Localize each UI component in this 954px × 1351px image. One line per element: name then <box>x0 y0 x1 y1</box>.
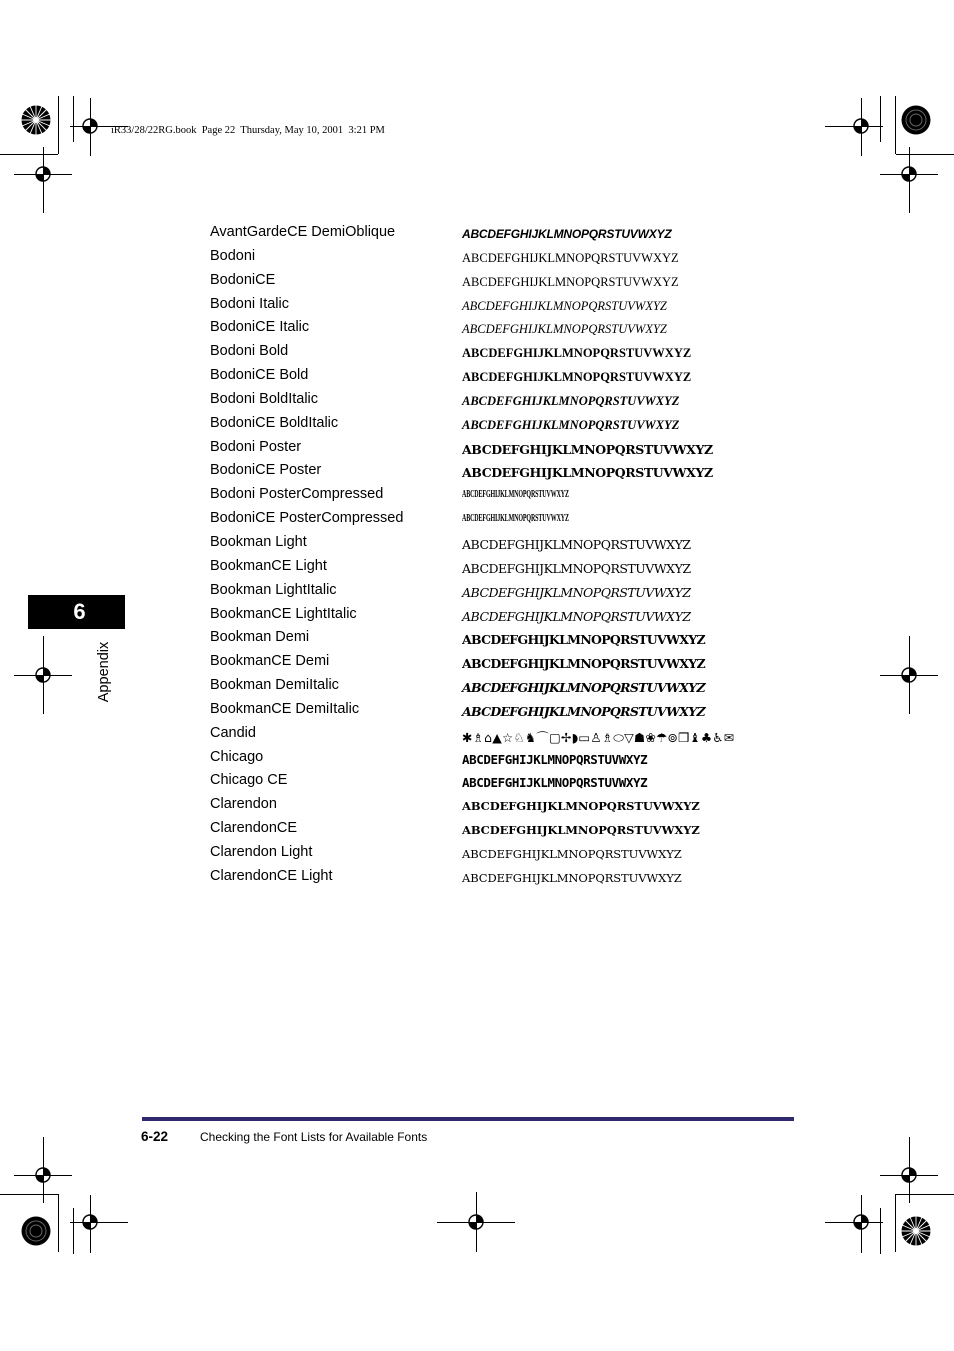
resolution-star-icon <box>901 1216 931 1246</box>
font-name: Bodoni Italic <box>210 295 289 312</box>
registration-target-icon <box>900 1166 918 1184</box>
font-name: BodoniCE PosterCompressed <box>210 510 404 527</box>
registration-target-icon <box>467 1213 485 1231</box>
font-name: Chicago CE <box>210 772 288 789</box>
registration-target-icon <box>34 666 52 684</box>
font-sample: ABCDEFGHIJKLMNOPQRSTUVWXYZ <box>462 846 682 861</box>
font-name: Bookman DemiItalic <box>210 677 339 694</box>
font-sample: ABCDEFGHIJKLMNOPQRSTUVWXYZ <box>462 250 679 265</box>
registration-target-icon <box>34 165 52 183</box>
font-sample: ABCDEFGHIJKLMNOPQRSTUVWXYZ <box>462 322 667 337</box>
registration-target-icon <box>900 165 918 183</box>
font-sample: ✱♗⌂▲☆♘♞⌒▢✢◗▭♙♗⬭▽☗❀☂⊚❒♝♣♿✉ <box>462 729 735 745</box>
font-name: ClarendonCE <box>210 820 298 837</box>
book-info-header: iR33/28/22RG.book Page 22 Thursday, May 10, 2001 3:21 PM <box>111 125 385 136</box>
font-name: BodoniCE <box>210 271 276 288</box>
registration-target-icon <box>81 117 99 135</box>
font-sample: ABCDEFGHIJKLMNOPQRSTUVWXYZ <box>462 274 679 289</box>
font-sample: ABCDEFGHIJKLMNOPQRSTUVWXYZ <box>462 417 680 432</box>
font-name: BodoniCE Poster <box>210 462 322 479</box>
font-sample: ABCDEFGHIJKLMNOPQRSTUVWXYZ <box>462 799 700 814</box>
font-name: Clarendon <box>210 796 277 813</box>
font-sample: ABCDEFGHIJKLMNOPQRSTUVWXYZ <box>462 346 692 361</box>
registration-target-icon <box>81 1213 99 1231</box>
font-name: Bodoni PosterCompressed <box>210 486 384 503</box>
font-name: BookmanCE DemiItalic <box>210 700 360 717</box>
font-sample: ABCDEFGHIJKLMNOPQRSTUVWXYZ <box>462 608 691 624</box>
font-name: BookmanCE LightItalic <box>210 605 357 622</box>
chapter-label: Appendix <box>96 641 112 703</box>
chapter-tab <box>28 595 125 629</box>
resolution-star-icon <box>21 1216 51 1246</box>
font-name: BodoniCE Bold <box>210 367 309 384</box>
font-name: Bodoni Bold <box>210 343 289 360</box>
resolution-star-icon <box>21 105 51 135</box>
font-name: Candid <box>210 724 256 741</box>
font-sample: ABCDEFGHIJKLMNOPQRSTUVWXYZ <box>462 370 692 385</box>
font-name: Bookman Demi <box>210 629 310 646</box>
footer-title: Checking the Font Lists for Available Fonts <box>200 1130 428 1144</box>
font-sample: ABCDEFGHIJKLMNOPQRSTUVWXYZ <box>462 751 648 767</box>
font-name: Clarendon Light <box>210 843 313 860</box>
font-sample: ABCDEFGHIJKLMNOPQRSTUVWXYZ <box>462 632 705 648</box>
font-sample: ABCDEFGHIJKLMNOPQRSTUVWXYZ <box>462 870 682 885</box>
resolution-star-icon <box>901 105 931 135</box>
footer-rule <box>142 1117 794 1121</box>
page-number: 6-22 <box>141 1129 169 1144</box>
font-name: BodoniCE BoldItalic <box>210 414 339 431</box>
registration-target-icon <box>34 1166 52 1184</box>
font-name: ClarendonCE Light <box>210 867 333 884</box>
font-sample: ABCDEFGHIJKLMNOPQRSTUVWXYZ <box>462 536 691 552</box>
font-name: Bodoni Poster <box>210 438 302 455</box>
font-sample: ABCDEFGHIJKLMNOPQRSTUVWXYZ <box>462 823 700 838</box>
chapter-number: 6 <box>73 599 86 624</box>
font-sample: ABCDEFGHIJKLMNOPQRSTUVWXYZ <box>462 703 705 719</box>
font-name: Bookman Light <box>210 533 307 550</box>
font-name: BookmanCE Light <box>210 557 327 574</box>
font-sample: ABCDEFGHIJKLMNOPQRSTUVWXYZ <box>462 513 569 525</box>
font-sample: ABCDEFGHIJKLMNOPQRSTUVWXYZ <box>462 680 705 696</box>
font-sample: ABCDEFGHIJKLMNOPQRSTUVWXYZ <box>462 465 713 481</box>
font-name: Chicago <box>210 748 264 765</box>
font-sample: ABCDEFGHIJKLMNOPQRSTUVWXYZ <box>462 298 667 313</box>
font-sample: ABCDEFGHIJKLMNOPQRSTUVWXYZ <box>462 441 713 457</box>
font-name: BodoniCE Italic <box>210 319 310 336</box>
registration-target-icon <box>852 1213 870 1231</box>
font-name: Bookman LightItalic <box>210 581 337 598</box>
font-name: Bodoni BoldItalic <box>210 390 319 407</box>
font-sample: ABCDEFGHIJKLMNOPQRSTUVWXYZ <box>462 227 672 241</box>
font-name: Bodoni <box>210 247 256 264</box>
font-name: BookmanCE Demi <box>210 653 330 670</box>
font-sample: ABCDEFGHIJKLMNOPQRSTUVWXYZ <box>462 560 691 576</box>
font-sample: ABCDEFGHIJKLMNOPQRSTUVWXYZ <box>462 584 691 600</box>
font-sample: ABCDEFGHIJKLMNOPQRSTUVWXYZ <box>462 775 648 791</box>
registration-target-icon <box>900 666 918 684</box>
font-sample: ABCDEFGHIJKLMNOPQRSTUVWXYZ <box>462 489 569 501</box>
font-name: AvantGardeCE DemiOblique <box>210 224 396 240</box>
font-sample: ABCDEFGHIJKLMNOPQRSTUVWXYZ <box>462 393 680 408</box>
registration-target-icon <box>852 117 870 135</box>
font-sample: ABCDEFGHIJKLMNOPQRSTUVWXYZ <box>462 656 705 672</box>
